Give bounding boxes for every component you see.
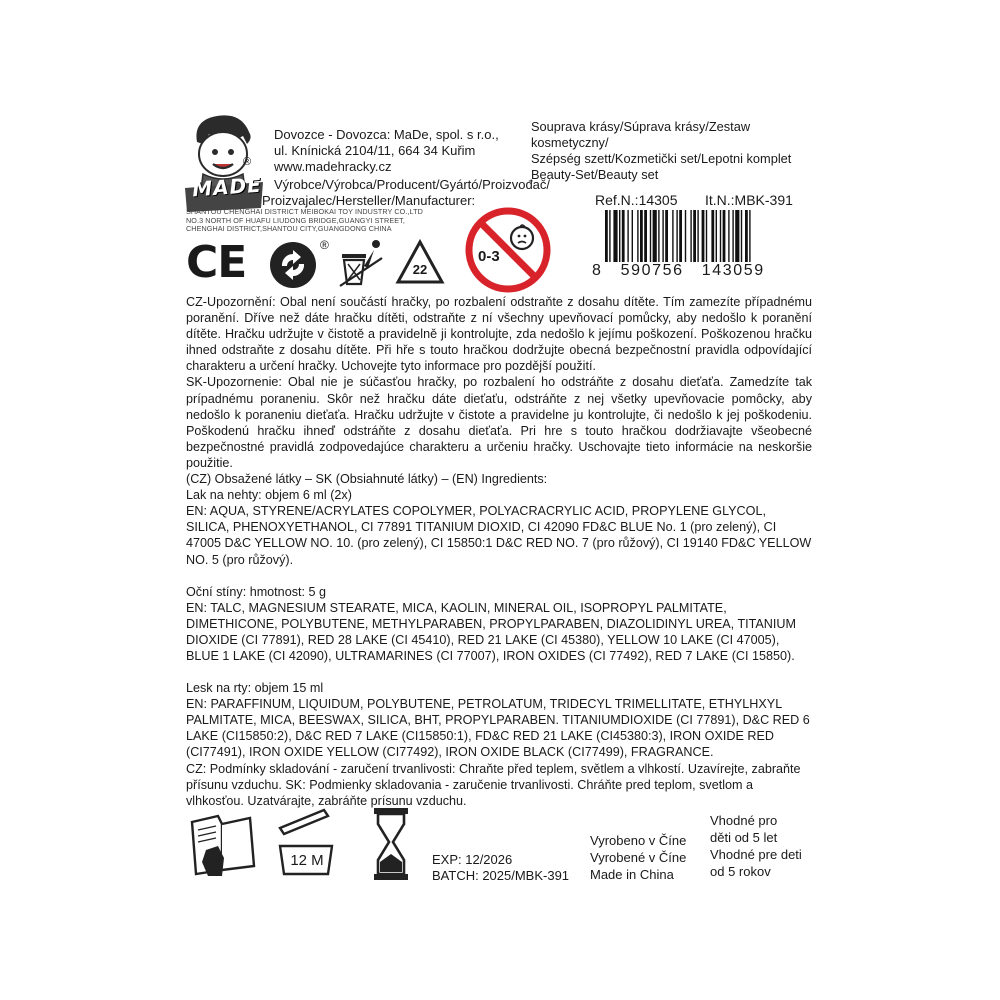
manufacturer-label <box>262 177 551 209</box>
manufacturer-label-line: Výrobce/Výrobca/Producent/Gyártó/Proizvođač/ <box>274 177 551 192</box>
product-names <box>531 119 831 183</box>
age-sk-line: od 5 rokov <box>710 864 771 879</box>
product-name-line: Souprava krásy/Súprava krásy/Zestaw kosmetyczny/ <box>531 119 751 150</box>
trash-bin-icon <box>336 238 386 295</box>
product-name-line: Beauty-Set/Beauty set <box>531 167 659 182</box>
warning-cz: CZ-Upozornění: Obal není součástí hračky, po rozbalení odstraňte z dosahu dítěte. Tím zamezíte případnému poranění. Dříve než dáte hračku dítěti, odstraňte z ní všechny upevňovací pomůcky, aby nedošlo k poranění dítěte. Hračku udržujte v čistotě a pravidelně ji kontrolujte, zda nedošlo k jejímu poškození. Poškozenou hračku ihned odstraňte z dosahu dítěte. Při hře s touto hračkou dodržujte obecná bezpečnostní pravidla odpovídající charakteru a určení hračky. Uchovejte tyto informace pro pozdější použití. <box>186 295 812 374</box>
origin-cz: Vyrobeno v Číne <box>590 833 687 848</box>
product-name-line: Szépség szett/Kozmetički set/Lepotni komplet <box>531 151 792 166</box>
age-cz-line: Vhodné pro <box>710 813 778 828</box>
age-warning-label: 0-3 <box>478 248 500 265</box>
item-number: It.N.:MBK-391 <box>705 192 793 208</box>
green-dot-registered: ® <box>320 238 329 252</box>
batch-number: BATCH: 2025/MBK-391 <box>432 868 570 883</box>
pao-jar-icon <box>274 806 338 883</box>
importer-line: Dovozce - Dovozca: MaDe, spol. s r.o., <box>274 127 499 142</box>
hourglass-icon <box>372 806 410 887</box>
expiry-batch <box>432 852 569 884</box>
age-sk-line: Vhodné pre deti <box>710 847 802 862</box>
origin-block <box>590 832 686 883</box>
ce-mark: CE <box>186 237 247 288</box>
importer-address: ul. Knínická 2104/11, 664 34 Kuřim <box>274 143 476 158</box>
lip-gloss-title: Lesk na rty: objem 15 ml <box>186 681 324 696</box>
ref-number: Ref.N.:14305 <box>595 192 678 208</box>
barcode-icon <box>605 210 785 266</box>
manufacturer-address <box>186 208 446 234</box>
logo-registered-mark: ® <box>243 156 252 168</box>
barcode-digits: 8 590756 143059 <box>592 262 765 279</box>
importer-block <box>274 127 534 175</box>
manufacturer-address-line: NO.3 NORTH OF HUAFU LIUDONG BRIDGE,GUANGYI STREET, <box>186 215 405 225</box>
storage-conditions: CZ: Podmínky skladování - zaručení trvanlivosti: Chraňte před teplem, světlem a vlhkostí. Uzavírejte, zabraňte přísunu vzduchu. SK: Podmienky skladovania - zaručenie trvanlivosti. Chráňte pred teplom, svetlom a vlhkosťou. Uzatvárajte, zabráňte prísunu vzduchu. <box>186 761 801 808</box>
manufacturer-address-line: SHANTOU CHENGHAI DISTRICT MEIBOKAI TOY INDUSTRY CO.,LTD <box>186 207 423 216</box>
ingredients-header: (CZ) Obsažené látky – SK (Obsiahnuté látky) – (EN) Ingredients: <box>186 472 548 487</box>
manufacturer-address-line: CHENGHAI DISTRICT,SHANTOU CITY,GUANGDONG CHINA <box>186 224 392 233</box>
importer-website: www.madehracky.cz <box>274 159 392 174</box>
lip-gloss-ingredients: EN: PARAFFINUM, LIQUIDUM, POLYBUTENE, PETROLATUM, TRIDECYL TRIMELLITATE, ETHYLHXYL PALMITATE, MICA, BEESWAX, SILICA, BHT, PROPYLPARABEN. TITANIUMDIOXIDE (CI 77891), D&C RED 6 LAKE (CI15850:2), D&C RED 7 LAKE (CI15850:1), FD&C RED 21 LAKE (CI45380:3), IRON OXIDE RED (CI77491), IRON OXIDE YELLOW (CI77492), IRON OXIDE BLACK (CI77499), FRAGRANCE. <box>186 697 810 760</box>
logo-wordmark: MADE <box>191 172 263 202</box>
eyeshadow-title: Oční stíny: hmotnost: 5 g <box>186 584 326 599</box>
nail-polish-title: Lak na nehty: objem 6 ml (2x) <box>186 488 352 503</box>
expiry-date: EXP: 12/2026 <box>432 852 513 867</box>
nail-polish-ingredients: EN: AQUA, STYRENE/ACRYLATES COPOLYMER, POLYACRACRYLIC ACID, PROPYLENE GLYCOL, SILICA, PHENOXYETHANOL, CI 77891 TITANIUM DIOXID, CI 42090 FD&C BLUE No. 1 (pro zelený), CI 47005 D&C YELLOW NO. 10. (pro zelený), CI 15850:1 D&C RED NO. 7 (pro růžový), CI 19140 FD&C YELLOW NO. 5 (pro růžový). <box>186 504 812 567</box>
read-instructions-icon <box>188 812 260 885</box>
manufacturer-label-line: Proizvajalec/Hersteller/Manufacturer: <box>262 193 476 208</box>
warning-sk: SK-Upozornenie: Obal nie je súčasťou hračky, po rozbalení ho odstráňte z dosahu dieťaťa. Zamedzíte tak prípadnému poraneniu. Skôr než hračku dáte dieťaťu, odstráňte z nej všetky upevňovacie pomôcky, aby nedošlo k poraneniu dieťaťa. Hračku udržujte v čistote a pravidelne ju kontrolujte, či nedošlo k jej poškodeniu. Poškodenú hračku ihneď odstráňte z dosahu dieťaťa. Pri hre s touto hračkou dodržiavajte všeobecné bezpečnostné pravidlá zodpovedajúce charakteru a určeniu hračky. Uschovajte tieto informácie na neskoršie použitie. <box>186 375 812 470</box>
warnings-block <box>186 294 812 809</box>
age-suitability <box>710 812 802 880</box>
pao-period: 12 M <box>290 852 324 869</box>
recycle-code: 22 <box>412 262 428 277</box>
green-dot-icon <box>268 240 318 295</box>
origin-en: Made in China <box>590 867 674 882</box>
eyeshadow-ingredients: EN: TALC, MAGNESIUM STEARATE, MICA, KAOLIN, MINERAL OIL, ISOPROPYL PALMITATE, DIMETHICONE, POLYBUTENE, METHYLPARABEN, PROPYLPARABEN, DIAZOLIDINYL UREA, TITANIUM DIOXIDE (CI 77891), RED 28 LAKE (CI 45410), RED 21 LAKE (CI 45380), YELLOW 10 LAKE (CI 47005), BLUE 1 LAKE (CI 42090), ULTRAMARINES (CI 77007), IRON OXIDES (CI 77492), RED 7 LAKE (CI 15850). <box>186 600 796 663</box>
age-cz-line: děti od 5 let <box>710 830 778 845</box>
origin-sk: Vyrobené v Číne <box>590 850 687 865</box>
